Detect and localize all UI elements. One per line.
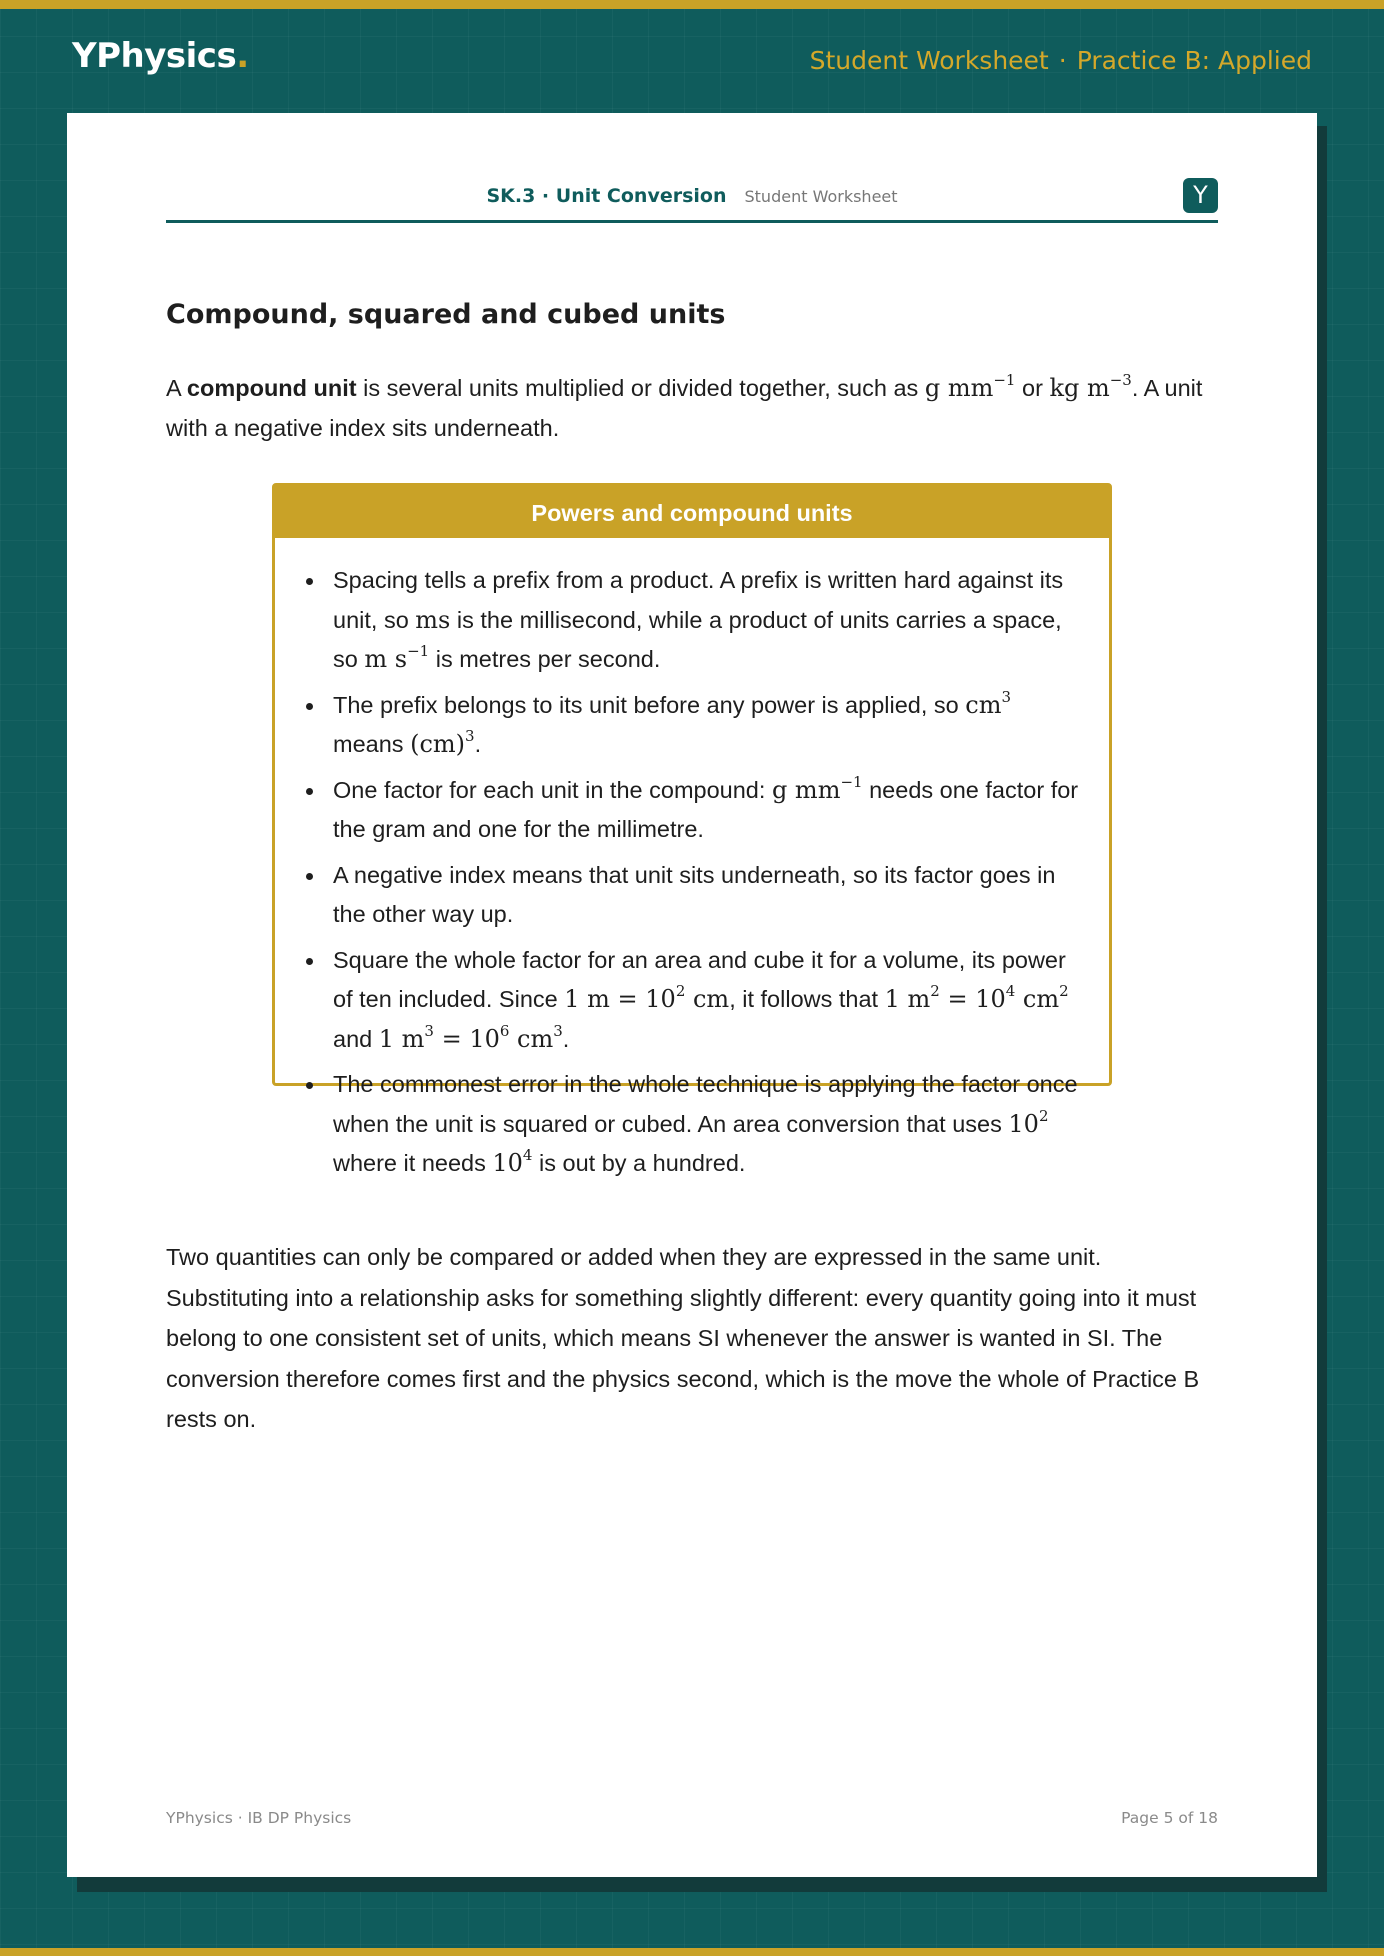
math-equation	[884, 982, 1069, 1013]
math-base: = 10	[939, 985, 1006, 1013]
module-title: SK.3 · Unit Conversion	[486, 185, 727, 207]
math-unit	[1049, 371, 1132, 402]
math-exponent: 3	[1001, 687, 1012, 706]
bullet-text: .	[474, 731, 482, 757]
breadcrumb-separator: ·	[1058, 46, 1067, 75]
math-base: g mm	[771, 775, 841, 804]
math-unit: ms	[415, 605, 451, 634]
math-base: 1 m	[378, 1024, 425, 1053]
math-exponent: 3	[553, 1021, 563, 1040]
math-exponent: 2	[675, 982, 686, 1000]
intro-text: or	[1015, 375, 1050, 401]
math-exponent: −1	[840, 772, 863, 791]
callout-bullet	[333, 686, 1081, 765]
callout-list	[275, 538, 1109, 1184]
math-power	[1008, 1106, 1049, 1138]
bottom-accent-stripe	[0, 1948, 1384, 1956]
math-base: cm	[509, 1024, 554, 1053]
bullet-text: and	[333, 1025, 379, 1052]
page-header-title	[166, 185, 1218, 207]
module-subtitle: Student Worksheet	[744, 187, 898, 206]
worksheet-page	[67, 113, 1317, 1877]
bullet-text: where it needs	[333, 1150, 493, 1176]
page-header	[166, 165, 1218, 223]
math-exponent: 6	[499, 1021, 510, 1040]
callout-bullet	[333, 561, 1081, 680]
closing-paragraph: Two quantities can only be compared or added when they are expressed in the same unit. Substituting into a relationship asks for something slightly different: every quantity going into it must belong to one consistent set of units, which means SI whenever the answer is wanted in SI. The conversion therefore comes first and the physics second, which is the move the whole of Practice B rests on.	[166, 1244, 1200, 1432]
math-unit	[924, 371, 1016, 402]
math-base: = 10	[433, 1024, 500, 1053]
math-exponent: 4	[1005, 982, 1016, 1000]
top-accent-stripe	[0, 0, 1384, 9]
bullet-text: means	[333, 731, 411, 757]
bullet-text: The commonest error in the whole technique is applying the factor once when the unit is squared or cubed. An area conversion that uses	[333, 1071, 1078, 1137]
math-base: 1 m = 10	[564, 985, 676, 1013]
math-exponent: 2	[930, 982, 940, 1000]
callout-bullet	[333, 771, 1081, 850]
callout-bullet	[333, 856, 1081, 935]
powers-callout-box	[272, 483, 1112, 1177]
footer-page-number: Page 5 of 18	[1121, 1809, 1218, 1827]
math-exponent: 4	[522, 1146, 533, 1164]
math-exponent: 2	[1059, 982, 1069, 1000]
math-base: kg m	[1049, 374, 1110, 402]
math-base: cm	[685, 985, 730, 1013]
bullet-text: Square the whole factor for an area and cube it for a volume, its power of ten included. Since	[333, 946, 1066, 1012]
logo-badge-icon: Y	[1183, 178, 1218, 213]
math-base: 10	[492, 1149, 523, 1177]
intro-paragraph	[166, 368, 1218, 448]
math-unit	[410, 727, 475, 758]
math-exponent: −1	[407, 642, 430, 660]
math-exponent: 2	[1038, 1106, 1049, 1125]
math-base: cm	[1015, 985, 1060, 1013]
bullet-text: is the millisecond, while a product of units carries a space, so	[333, 606, 1062, 672]
math-base: cm	[965, 690, 1002, 719]
math-base: m s	[364, 645, 408, 673]
site-logo[interactable]	[72, 36, 249, 76]
math-exponent: 3	[424, 1021, 434, 1040]
math-exponent: 3	[465, 727, 475, 745]
brand-name: YPhysics	[72, 36, 237, 76]
math-unit	[364, 642, 430, 673]
intro-text: is several units multiplied or divided together, such as	[356, 375, 925, 401]
math-equation	[564, 982, 730, 1013]
callout-title: Powers and compound units	[275, 486, 1109, 538]
footer-course: YPhysics · IB DP Physics	[166, 1809, 352, 1827]
bullet-text: is metres per second.	[429, 646, 661, 672]
bullet-text: needs one factor for the gram and one for the millimetre.	[333, 776, 1079, 842]
callout-bullet	[333, 941, 1081, 1060]
bullet-text: Spacing tells a prefix from a product. A prefix is written hard against its unit, so	[333, 567, 1064, 633]
math-base: (cm)	[410, 730, 466, 758]
math-equation	[378, 1021, 563, 1053]
bullet-text: The prefix belongs to its unit before any power is applied, so	[333, 691, 966, 718]
practice-label: Practice B: Applied	[1076, 46, 1312, 75]
intro-text: A	[166, 375, 187, 401]
section-heading: Compound, squared and cubed units	[166, 299, 726, 330]
math-power	[492, 1146, 533, 1177]
math-exponent: −3	[1109, 371, 1132, 389]
bullet-text: , it follows that	[729, 986, 885, 1012]
intro-term: compound unit	[186, 375, 357, 401]
intro-text: . A unit with a negative index sits underneath.	[166, 375, 1203, 441]
brand-dot: .	[236, 36, 249, 76]
math-base: 1 m	[884, 985, 931, 1013]
math-base: 10	[1008, 1109, 1039, 1138]
math-unit	[771, 772, 863, 804]
callout-bullet	[333, 1065, 1081, 1184]
math-exponent: −1	[993, 371, 1016, 389]
worksheet-type: Student Worksheet	[809, 46, 1049, 75]
worksheet-breadcrumb	[810, 46, 1312, 75]
bullet-text: A negative index means that unit sits underneath, so its factor goes in the other way up.	[333, 861, 1056, 927]
math-unit	[965, 687, 1012, 719]
bullet-text: One factor for each unit in the compound:	[333, 776, 772, 803]
bullet-text: is out by a hundred.	[532, 1150, 746, 1176]
math-base: g mm	[924, 374, 994, 402]
bullet-text: .	[562, 1025, 570, 1052]
